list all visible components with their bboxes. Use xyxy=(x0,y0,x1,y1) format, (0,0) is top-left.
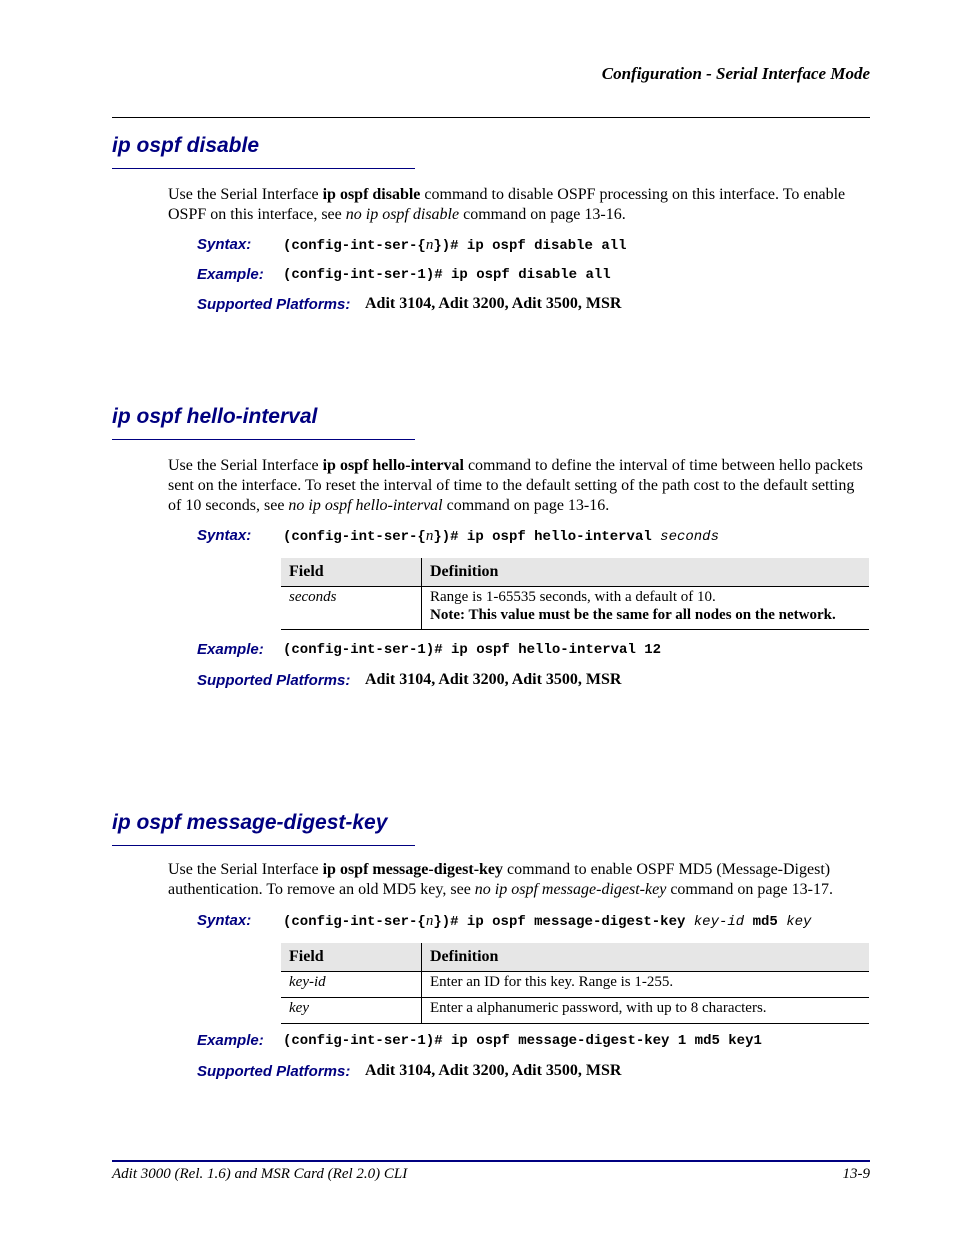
platforms-label: Supported Platforms: xyxy=(197,1063,351,1080)
footer-page-number: 13-9 xyxy=(842,1166,870,1182)
footer-document-title: Adit 3000 (Rel. 1.6) and MSR Card (Rel 2.0) CLI xyxy=(112,1166,408,1182)
description-paragraph: Use the Serial Interface ip ospf hello-interval command to define the interval of time between hello packets sent on the interface. To reset the interval of time to the default setting of the path cost to the default setting of 10 seconds, see no ip ospf hello-interval command on page 13-16. xyxy=(168,457,863,514)
column-header-field: Field xyxy=(281,558,422,587)
example-command: (config-int-ser-1)# ip ospf hello-interval 12 xyxy=(283,642,662,658)
section-title-ip-ospf-message-digest-key: ip ospf message-digest-key xyxy=(112,811,388,834)
table-cell-definition: Range is 1-65535 seconds, with a default of 10. Note: This value must be the same for all nodes on the network. xyxy=(422,587,870,630)
command-name: ip ospf hello-interval xyxy=(322,457,464,474)
platforms-list: Adit 3104, Adit 3200, Adit 3500, MSR xyxy=(365,671,622,688)
table-row xyxy=(281,587,869,630)
table-cell-field: key-id xyxy=(281,972,422,998)
platforms-label: Supported Platforms: xyxy=(197,672,351,689)
table-cell-field: seconds xyxy=(281,587,422,630)
syntax-argument: key xyxy=(786,914,812,930)
description-paragraph: Use the Serial Interface ip ospf message-digest-key command to enable OSPF MD5 (Message-Digest) authentication. To remove an old MD5 key, see no ip ospf message-digest-key command on page 13-17. xyxy=(168,861,833,898)
table-cell-definition: Enter an ID for this key. Range is 1-255. xyxy=(422,972,870,998)
table-row xyxy=(281,998,869,1024)
syntax-label: Syntax: xyxy=(197,527,252,544)
platforms-list: Adit 3104, Adit 3200, Adit 3500, MSR xyxy=(365,1062,622,1079)
cross-reference: no ip ospf disable xyxy=(345,206,460,223)
platforms-list: Adit 3104, Adit 3200, Adit 3500, MSR xyxy=(365,295,622,312)
column-header-definition: Definition xyxy=(422,943,870,972)
syntax-command: (config-int-ser-{n})# ip ospf hello-interval seconds xyxy=(283,528,719,545)
command-name: ip ospf message-digest-key xyxy=(322,861,504,878)
example-label: Example: xyxy=(197,1032,264,1049)
table-cell-note: Note: This value must be the same for all nodes on the network. xyxy=(430,607,836,623)
syntax-label: Syntax: xyxy=(197,912,252,929)
table-cell-definition: Enter a alphanumeric password, with up to 8 characters. xyxy=(422,998,870,1024)
table-cell-field: key xyxy=(281,998,422,1024)
example-label: Example: xyxy=(197,266,264,283)
syntax-argument: key-id xyxy=(693,914,745,930)
table-row xyxy=(281,972,869,998)
syntax-label: Syntax: xyxy=(197,236,252,253)
section-title-ip-ospf-hello-interval: ip ospf hello-interval xyxy=(112,405,318,428)
section-title-rule xyxy=(112,439,415,440)
command-name: ip ospf disable xyxy=(322,186,421,203)
field-definition-table xyxy=(281,558,869,630)
header-rule xyxy=(112,117,870,118)
description-paragraph: Use the Serial Interface ip ospf disable command to disable OSPF processing on this interface. To enable OSPF on this interface, see no ip ospf disable command on page 13-16. xyxy=(168,186,846,223)
platforms-label: Supported Platforms: xyxy=(197,296,351,313)
cross-reference: no ip ospf message-digest-key xyxy=(474,881,667,898)
table-header-row xyxy=(281,943,869,972)
column-header-field: Field xyxy=(281,943,422,972)
syntax-command: (config-int-ser-{n})# ip ospf message-digest-key key-id md5 key xyxy=(283,913,812,930)
table-header-row xyxy=(281,558,869,587)
section-title-rule xyxy=(112,845,415,846)
field-definition-table xyxy=(281,943,869,1024)
running-header: Configuration - Serial Interface Mode xyxy=(601,64,870,83)
example-command: (config-int-ser-1)# ip ospf message-digest-key 1 md5 key1 xyxy=(283,1033,762,1049)
cross-reference: no ip ospf hello-interval xyxy=(288,497,443,514)
syntax-command: (config-int-ser-{n})# ip ospf disable all xyxy=(283,237,627,254)
example-label: Example: xyxy=(197,641,264,658)
column-header-definition: Definition xyxy=(422,558,870,587)
syntax-argument: seconds xyxy=(660,529,719,545)
section-title-rule xyxy=(112,168,415,169)
example-command: (config-int-ser-1)# ip ospf disable all xyxy=(283,267,611,283)
section-title-ip-ospf-disable: ip ospf disable xyxy=(112,134,260,157)
footer-rule xyxy=(112,1160,870,1162)
